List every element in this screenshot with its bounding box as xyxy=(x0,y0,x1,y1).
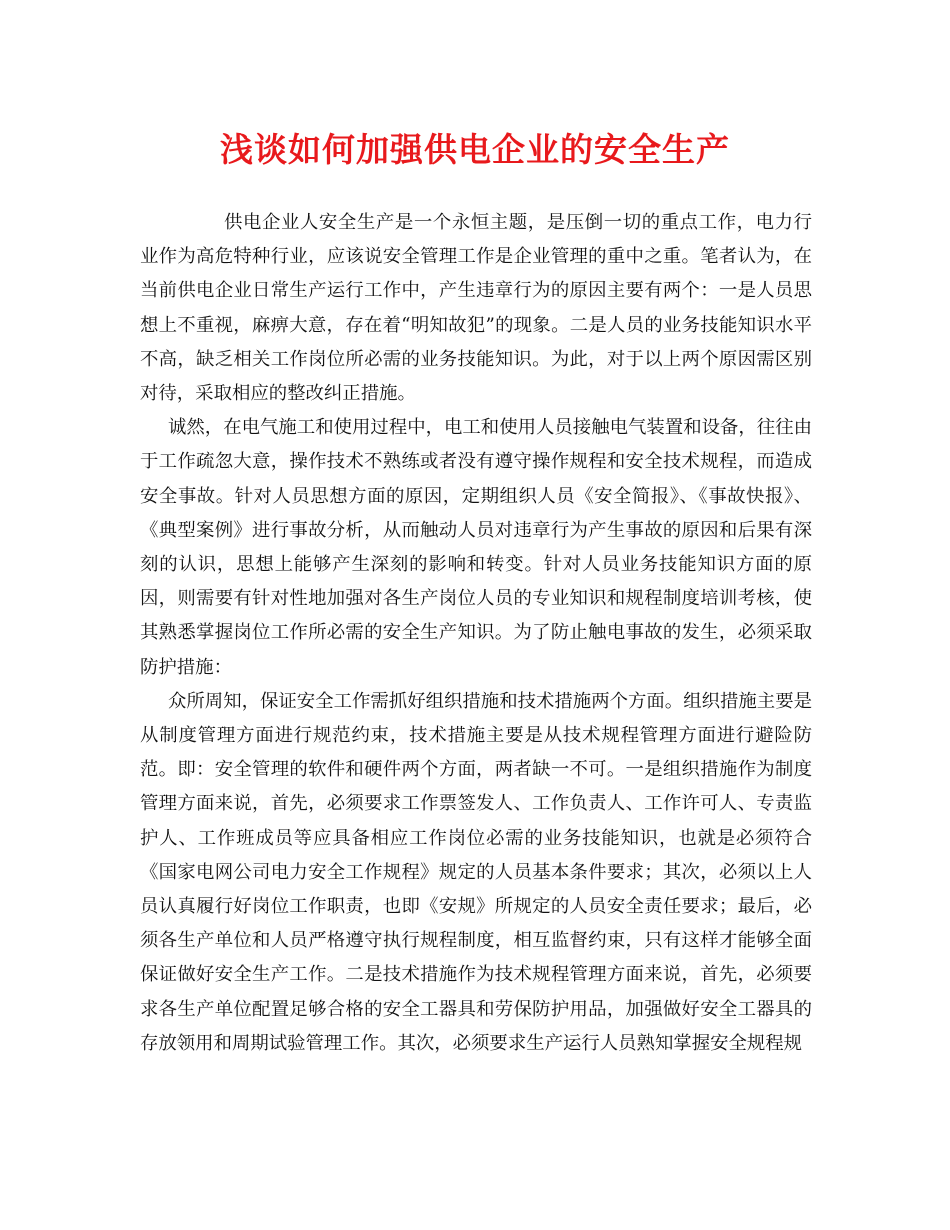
document-title: 浅谈如何加强供电企业的安全生产 xyxy=(220,130,730,169)
document-body xyxy=(140,206,812,1061)
paragraph-1: 供电企业人安全生产是一个永恒主题，是压倒一切的重点工作，电力行业作为高危特种行业，应该说安全管理工作是企业管理的重中之重。笔者认为，在当前供电企业日常生产运行工作中，产生违章行为的原因主要有两个：一是人员思想上不重视，麻痹大意，存在着“明知故犯”的现象。二是人员的业务技能知识水平不高，缺乏相关工作岗位所必需的业务技能知识。为此，对于以上两个原因需区别对待，采取相应的整改纠正措施。 xyxy=(140,212,812,405)
paragraph-2: 诚然，在电气施工和使用过程中，电工和使用人员接触电气装置和设备，往往由于工作疏忽大意，操作技术不熟练或者没有遵守操作规程和安全技术规程，而造成安全事故。针对人员思想方面的原因，定期组织人员《安全简报》、《事故快报》、《典型案例》进行事故分析，从而触动人员对违章行为产生事故的原因和后果有深刻的认识，思想上能够产生深刻的影响和转变。针对人员业务技能知识方面的原因，则需要有针对性地加强对各生产岗位人员的专业知识和规程制度培训考核，使其熟悉掌握岗位工作所必需的安全生产知识。为了防止触电事故的发生，必须采取防护措施： xyxy=(140,417,812,678)
paragraph-3: 众所周知，保证安全工作需抓好组织措施和技术措施两个方面。组织措施主要是从制度管理方面进行规范约束，技术措施主要是从技术规程管理方面进行避险防范。即：安全管理的软件和硬件两个方面，两者缺一不可。一是组织措施作为制度管理方面来说，首先，必须要求工作票签发人、工作负责人、工作许可人、专责监护人、工作班成员等应具备相应工作岗位必需的业务技能知识，也就是必须符合《国家电网公司电力安全工作规程》规定的人员基本条件要求；其次，必须以上人员认真履行好岗位工作职责，也即《安规》所规定的人员安全责任要求；最后，必须各生产单位和人员严格遵守执行规程制度，相互监督约束，只有这样才能够全面保证做好安全生产工作。二是技术措施作为技术规程管理方面来说，首先，必须要求各生产单位配置足够合格的安全工器具和劳保防护用品，加强做好安全工器具的存放领用和周期试验管理工作。其次，必须要求生产运行人员熟知掌握安全规程规 xyxy=(140,690,812,1054)
